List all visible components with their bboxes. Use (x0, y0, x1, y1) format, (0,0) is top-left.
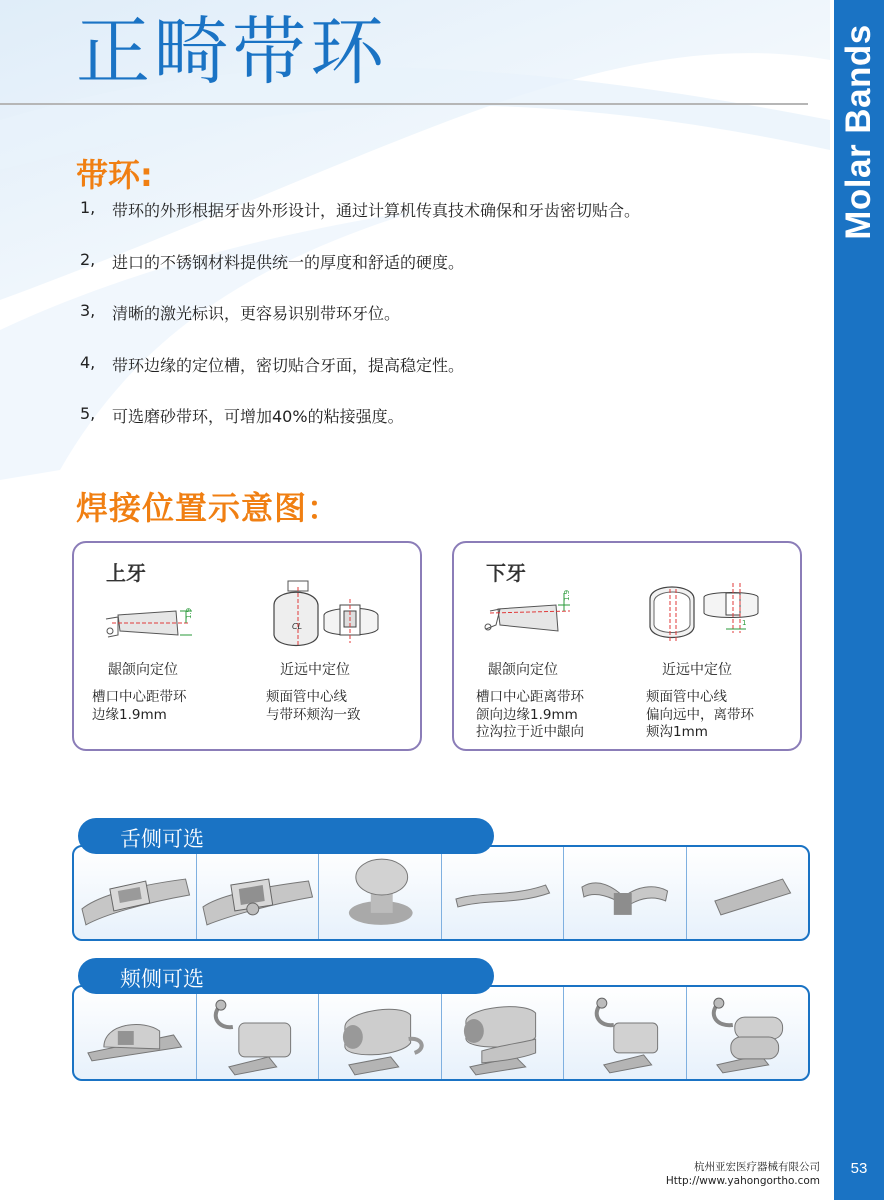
item-number: 4, (80, 352, 96, 372)
right-description: 颊面管中心线 与带环颊沟一致 (266, 689, 361, 723)
option-cell (197, 987, 320, 1079)
upper-mesiodistal-diagram (266, 577, 396, 655)
page-number: 53 (850, 1160, 868, 1177)
dimension-label: 1.9 (185, 607, 193, 619)
website-url: Http://www.yahongortho.com (665, 1175, 820, 1187)
left-caption: 龈颌向定位 (108, 662, 178, 678)
page-title: 正畸带环 (76, 9, 388, 95)
item-text: 进口的不锈钢材料提供统一的厚度和舒适的硬度。 (112, 252, 465, 272)
lingual-button-icon (319, 847, 441, 939)
buccal-tube-icon (319, 987, 441, 1079)
item-text: 带环边缘的定位槽，密切贴合牙面，提高稳定性。 (112, 355, 465, 375)
option-cell (442, 847, 565, 939)
buccal-sheath-icon (74, 987, 196, 1079)
option-cell (564, 987, 687, 1079)
dimension-label: 1.9 (563, 589, 571, 601)
list-item (80, 198, 640, 250)
card-title: 上牙 (106, 561, 146, 585)
list-item (80, 404, 640, 456)
left-description: 槽口中心距离带环 颌向边缘1.9mm 拉沟拉于近中龈向 (476, 689, 584, 740)
lingual-options-panel (72, 845, 810, 941)
option-cell (687, 847, 809, 939)
lower-teeth-card (452, 541, 802, 751)
right-description: 颊面管中心线 偏向远中，离带环 颊沟1mm (646, 689, 754, 740)
option-cell (74, 847, 197, 939)
list-item (80, 353, 640, 405)
card-title: 下牙 (486, 561, 526, 585)
option-cell (319, 847, 442, 939)
item-number: 5, (80, 404, 96, 423)
tab-label: 颊侧可选 (120, 967, 204, 991)
buccal-options-panel (72, 985, 810, 1081)
title-divider (0, 103, 808, 105)
buccal-tube-hook-small-icon (564, 987, 686, 1079)
lingual-flat-pad-icon (687, 847, 809, 939)
lower-gingival-diagram (478, 589, 578, 641)
double-tube-hook-icon (687, 987, 809, 1079)
option-cell (319, 987, 442, 1079)
item-text: 清晰的激光标识，更容易识别带环牙位。 (112, 304, 401, 323)
tab-label: 舌侧可选 (120, 827, 204, 851)
left-description: 槽口中心距带环 边缘1.9mm (92, 689, 187, 723)
upper-gingival-diagram (98, 601, 198, 651)
item-text: 带环的外形根据牙齿外形设计，通过计算机传真技术确保和牙齿密切贴合。 (112, 201, 641, 220)
lingual-sheath-hook-icon (197, 847, 319, 939)
option-cell (74, 987, 197, 1079)
company-name: 杭州亚宏医疗器械有限公司 (694, 1161, 820, 1173)
option-cell (564, 847, 687, 939)
cl-label: CL (292, 622, 303, 631)
item-number: 3, (80, 301, 96, 320)
lingual-bar-icon (442, 847, 564, 939)
lingual-options-tab (98, 818, 494, 854)
welding-heading: 焊接位置示意图： (76, 489, 341, 527)
left-caption: 龈颌向定位 (488, 662, 558, 678)
item-number: 2, (80, 249, 96, 269)
lingual-cleat-icon (564, 847, 686, 939)
list-item (80, 301, 640, 353)
right-caption: 近远中定位 (280, 662, 350, 678)
option-cell (687, 987, 809, 1079)
side-label: Molar Bands (839, 24, 878, 240)
upper-teeth-card (72, 541, 422, 751)
option-cell (197, 847, 320, 939)
list-item (80, 250, 640, 302)
lingual-sheath-icon (74, 847, 196, 939)
buccal-tube-hook-icon (197, 987, 319, 1079)
lower-mesiodistal-diagram (644, 577, 780, 647)
features-heading: 带环: (76, 156, 153, 194)
buccal-options-tab (98, 958, 494, 994)
item-number: 1, (80, 198, 96, 217)
right-caption: 近远中定位 (662, 662, 732, 678)
features-list (80, 198, 640, 456)
double-buccal-tube-icon (442, 987, 564, 1079)
footer (666, 1160, 820, 1188)
item-text: 可选磨砂带环，可增加40%的粘接强度。 (112, 407, 404, 426)
offset-label: 1 (742, 619, 747, 627)
option-cell (442, 987, 565, 1079)
